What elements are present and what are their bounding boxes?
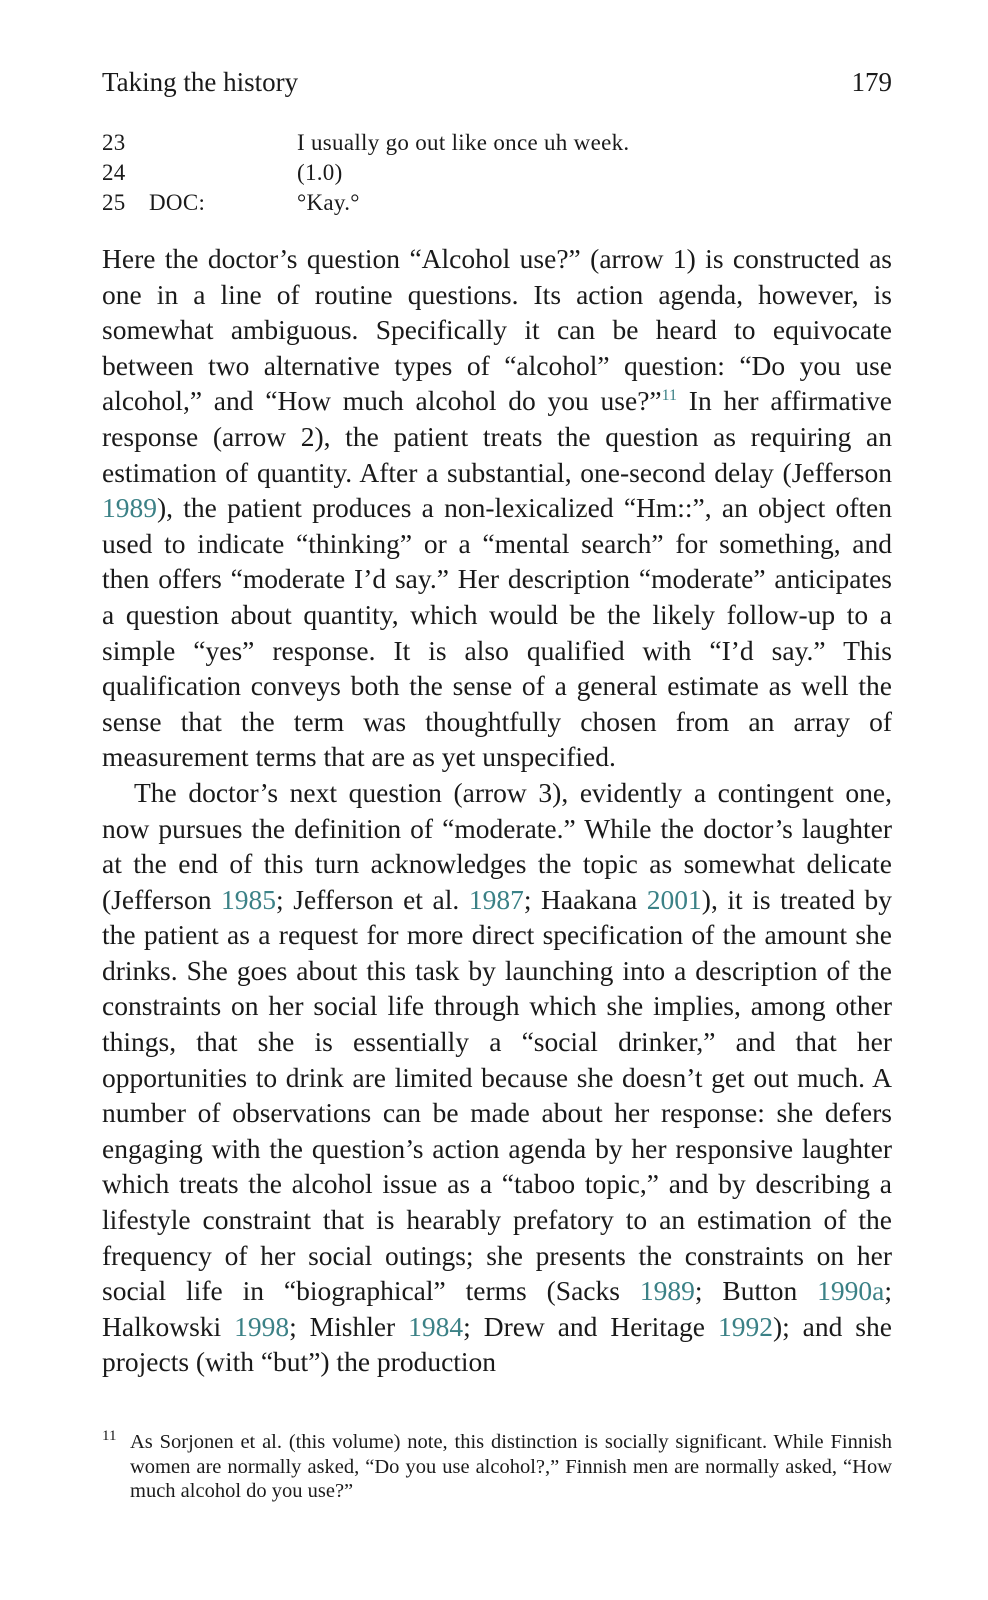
- footnote-text: As Sorjonen et al. (this volume) note, this distinction is socially significant. While Finnish women are normally asked, “Do you use alcohol?,” Finnish men are normally asked, “How much alcohol do you use?”: [130, 1431, 892, 1502]
- citation-link[interactable]: 1990a: [817, 1275, 885, 1307]
- footnote-reference[interactable]: 11: [661, 387, 678, 405]
- line-number: 25: [102, 190, 126, 215]
- utterance: I usually go out like once uh week.: [297, 130, 630, 155]
- utterance: °Kay.°: [297, 190, 360, 215]
- body-text: [102, 241, 892, 1380]
- line-number: 24: [102, 160, 126, 185]
- citation-link[interactable]: 1989: [102, 492, 157, 524]
- citation-link[interactable]: 1989: [639, 1275, 695, 1307]
- speaker-label: DOC:: [149, 190, 206, 215]
- utterance: (1.0): [297, 160, 343, 185]
- citation-link[interactable]: 1984: [408, 1310, 464, 1342]
- citation-link[interactable]: 1992: [717, 1310, 773, 1342]
- citation-link[interactable]: 2001: [646, 883, 702, 915]
- paragraph: Here the doctor’s question “Alcohol use?” (arrow 1) is constructed as one in a line of routine questions. Its action agenda, however, is somewhat ambiguous. Specifically it can be heard to equivocate between two alternative types of “alcohol” question: “Do you use alcohol,” and “How much alcohol do you use?”$^{11}$ In her affirmative response (arrow 2), the patient treats the question as requiring an estimation of quantity. After a substantial, one-second delay (Jefferson 1989), the patient produces a non-lexicalized “Hm::”, an object often used to indicate “thinking” or a “mental search” for something, and then offers “moderate I’d say.” Her description “moderate” anticipates a question about quantity, which would be the likely follow-up to a simple “yes” response. It is also qualified with “I’d say.” This qualification conveys both the sense of a general estimate as well the sense that the term was thoughtfully chosen from an array of measurement terms that are as yet unspecified.: [102, 243, 893, 773]
- running-head: [102, 64, 892, 100]
- citation-link[interactable]: 1998: [234, 1310, 290, 1342]
- footnote-marker: 11: [102, 1428, 117, 1444]
- transcript-line: [102, 158, 892, 188]
- page-number: 179: [851, 67, 892, 97]
- citation-link[interactable]: 1985: [221, 883, 277, 915]
- transcript-excerpt: [102, 128, 892, 218]
- citation-link[interactable]: 1987: [468, 883, 524, 915]
- transcript-line: [102, 188, 892, 218]
- line-number: 23: [102, 130, 126, 155]
- paragraph: The doctor’s next question (arrow 3), evidently a contingent one, now pursues the definition of “moderate.” While the doctor’s laughter at the end of this turn acknowledges the topic as somewhat delicate (Jefferson 1985; Jefferson et al. 1987; Haakana 2001), it is treated by the patient as a request for more direct specification of the amount she drinks. She goes about this task by launching into a description of the constraints on her social life through which she implies, among other things, that she is essentially a “social drinker,” and that her opportunities to drink are limited because she doesn’t get out much. A number of observations can be made about her response: she defers engaging with the question’s action agenda by her responsive laughter which treats the alcohol issue as a “taboo topic,” and by describing a lifestyle constraint that is hearably prefatory to an estimation of the frequency of her social outings; she presents the constraints on her social life in “biographical” terms (Sacks 1989; Button 1990a; Halkowski 1998; Mishler 1984; Drew and Heritage 1992); and she projects (with “but”) the production: [102, 776, 893, 1378]
- transcript-line: [102, 128, 892, 158]
- chapter-title: Taking the history: [102, 67, 299, 97]
- footnote: [102, 1430, 892, 1504]
